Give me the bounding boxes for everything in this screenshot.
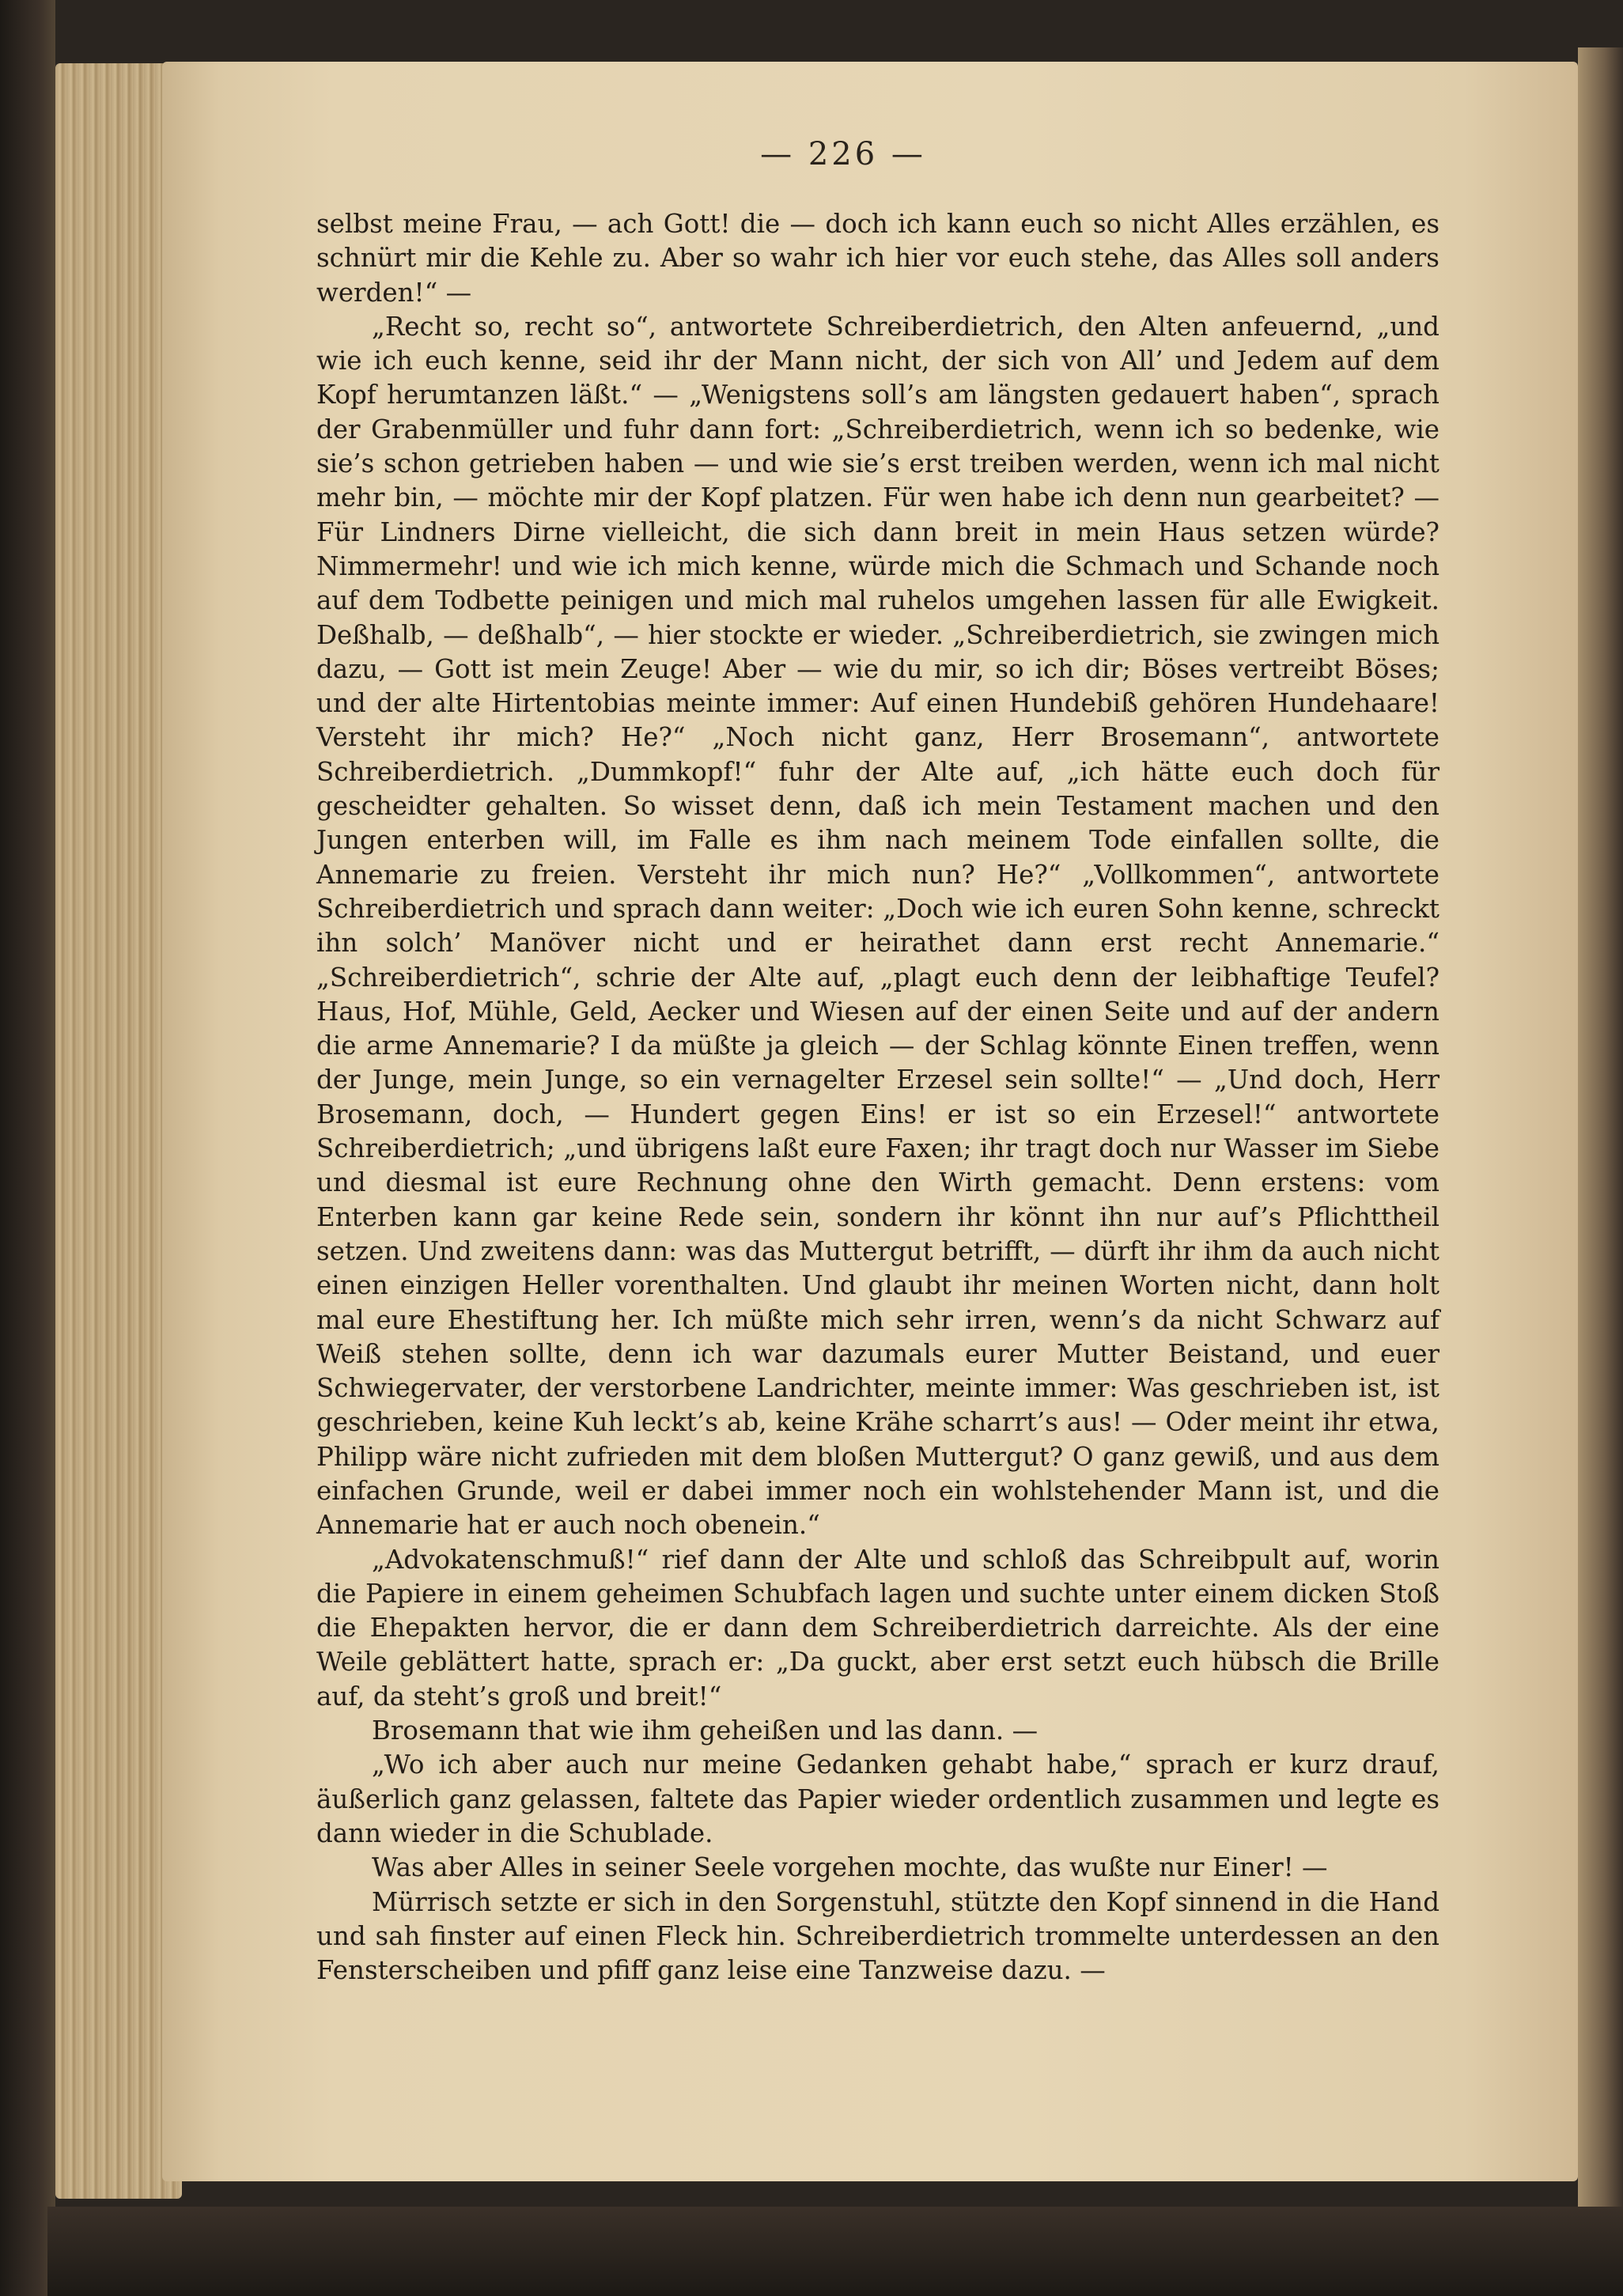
paragraph-3: „Advokatenschmuß!“ rief dann der Alte und schloß das Schreibpult auf, worin die Papiere in einem geheimen Schubfach lagen und suchte unter einem dicken Stoß die Ehepakten hervor, die er dann dem Schreiberdietrich darreichte. Als der eine Weile geblättert hatte, sprach er: „Da guckt, aber erst setzt euch hübsch die Brille auf, da steht’s groß und breit!“ <box>316 1544 1440 1712</box>
paragraph-2: „Recht so, recht so“, antwortete Schreiberdietrich, den Alten anfeuernd, „und wie ich euch kenne, seid ihr der Mann nicht, der sich von All’ und Jedem auf dem Kopf herumtanzen läßt.“ — „Wenigstens soll’s am längsten gedauert haben“, sprach der Grabenmüller und fuhr dann fort: „Schreiberdietrich, wenn ich so bedenke, wie sie’s schon getrieben haben — und wie sie’s erst treiben werden, wenn ich mal nicht mehr bin, — möchte mir der Kopf platzen. Für wen habe ich denn nun gearbeitet? — Für Lindners Dirne vielleicht, die sich dann breit in mein Haus setzen würde? Nimmermehr! und wie ich mich kenne, würde mich die Schmach und Schande noch auf dem Todbette peinigen und mich mal ruhelos umgehen lassen für alle Ewigkeit. Deßhalb, — deßhalb“, — hier stockte er wieder. „Schreiberdietrich, sie zwingen mich dazu, — Gott ist mein Zeuge! Aber — wie du mir, so ich dir; Böses vertreibt Böses; und der alte Hirtentobias meinte immer: Auf einen Hundebiß gehören Hundehaare! Versteht ihr mich? He?“ „Noch nicht ganz, Herr Brosemann“, antwortete Schreiberdietrich. „Dummkopf!“ fuhr der Alte auf, „ich hätte euch doch für gescheidter gehalten. So wisset denn, daß ich mein Testament machen und den Jungen enterben will, im Falle es ihm nach meinem Tode einfallen sollte, die Annemarie zu freien. Versteht ihr mich nun? He?“ „Vollkommen“, antwortete Schreiberdietrich und sprach dann weiter: „Doch wie ich euren Sohn kenne, schreckt ihn solch’ Manöver nicht und er heirathet dann erst recht Annemarie.“ „Schreiberdietrich“, schrie der Alte auf, „plagt euch denn der leibhaftige Teufel? Haus, Hof, Mühle, Geld, Aecker und Wiesen auf der einen Seite und auf der andern die arme Annemarie? I da müßte ja gleich — der Schlag könnte Einen treffen, wenn der Junge, mein Junge, so ein vernagelter Erzesel sein sollte!“ — „Und doch, Herr Brosemann, doch, — Hundert gegen Eins! er ist so ein Erzesel!“ antwortete Schreiberdietrich; „und übrigens laßt eure Faxen; ihr tragt doch nur Wasser im Siebe und diesmal ist eure Rechnung ohne den Wirth gemacht. Denn erstens: vom Enterben kann gar keine Rede sein, sondern ihr könnt ihn nur auf’s Pflichttheil setzen. Und zweitens dann: was das Muttergut betrifft, — dürft ihr ihm da auch nicht einen einzigen Heller vorenthalten. Und glaubt ihr meinen Worten nicht, dann holt mal eure Ehestiftung her. Ich müßte mich sehr irren, wenn’s da nicht Schwarz auf Weiß stehen sollte, denn ich war dazumals eurer Mutter Beistand, und euer Schwiegervater, der verstorbene Landrichter, meinte immer: Was geschrieben ist, ist geschrieben, keine Kuh leckt’s ab, keine Krähe scharrt’s aus! — Oder meint ihr etwa, Philipp wäre nicht zufrieden mit dem bloßen Muttergut? O ganz gewiß, und aus dem einfachen Grunde, weil er dabei immer noch ein wohlstehender Mann ist, und die Annemarie hat er auch noch obenein.“ <box>316 311 1440 1541</box>
page-text <box>316 207 1440 1988</box>
paragraph-7: Mürrisch setzte er sich in den Sorgenstuhl, stützte den Kopf sinnend in die Hand und sah finster auf einen Fleck hin. Schreiberdietrich trommelte unterdessen an den Fensterscheiben und pfiff ganz leise eine Tanzweise dazu. — <box>316 1886 1440 1986</box>
paragraph-1: selbst meine Frau, — ach Gott! die — doch ich kann euch so nicht Alles erzählen, es schnürt mir die Kehle zu. Aber so wahr ich hier vor euch stehe, das Alles soll anders werden!“ — <box>316 209 1440 308</box>
paragraph-6: Was aber Alles in seiner Seele vorgehen mochte, das wußte nur Einer! — <box>372 1852 1328 1883</box>
paragraph-4: Brosemann that wie ihm geheißen und las dann. — <box>372 1715 1038 1746</box>
page-number: — 226 — <box>760 136 926 172</box>
book-left-edge <box>0 0 55 2296</box>
book-bottom-edge <box>47 2207 1623 2296</box>
paragraph-5: „Wo ich aber auch nur meine Gedanken gehabt habe,“ sprach er kurz drauf, äußerlich ganz gelassen, faltete das Papier wieder ordentlich zusammen und legte es dann wieder in die Schublade. <box>316 1749 1440 1848</box>
book-right-edge <box>1578 47 1623 2222</box>
